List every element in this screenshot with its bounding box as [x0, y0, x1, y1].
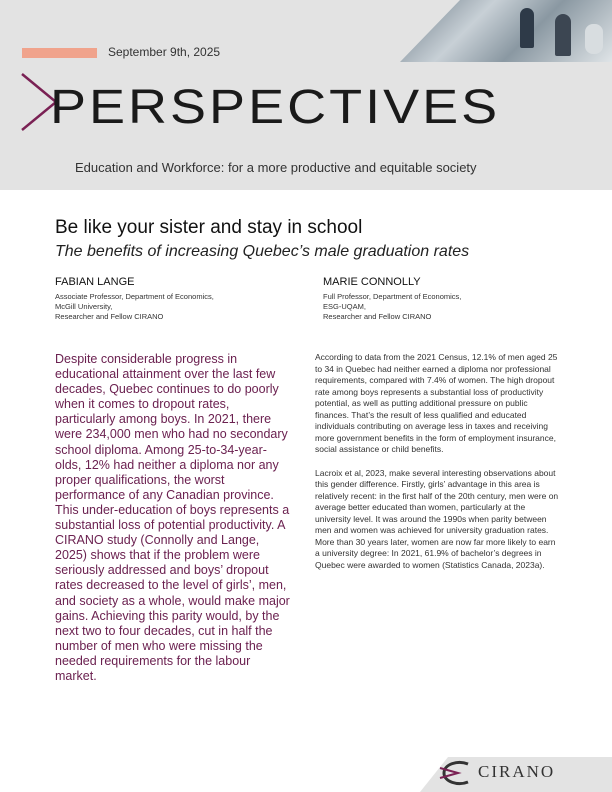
author-affiliation: Researcher and Fellow CIRANO — [55, 312, 164, 321]
publication-date: September 9th, 2025 — [108, 45, 221, 59]
body-paragraph: According to data from the 2021 Census, 12.1% of men aged 25 to 34 in Quebec had neither earned a diploma nor professional requirements, compared with 7.4% of women. The high dropout rate among boys represents a substantial loss of productivity potential, as well as putting additional pressure on public finances. That’s the result of less qualified and educated individuals contributing on average less in taxes and receiving more government benefits in the form of employment insurance, social assistance or child benefits. — [315, 352, 558, 454]
body-paragraph: Lacroix et al, 2023, make several interesting observations about this gender difference. Firstly, girls’ advantage in this area is relatively recent: in the first half of the 20th century, men were on average better educated than women, particularly at the university level. It was around the 1990s when parity between men and women was achieved for university graduation rates. More than 30 years later, women are now far more likely to earn a university degree: In 2021, 61.9% of bachelor’s degrees in Quebec were awarded to women (Statistics Canada, 2023a). — [315, 467, 559, 570]
author-name: FABIAN LANGE — [55, 276, 135, 288]
article-subtitle: The benefits of increasing Quebec’s male graduation rates — [55, 243, 470, 260]
author-affiliation: Full Professor, Department of Economics, — [323, 292, 462, 301]
publication-title: PERSPECTIVES — [50, 80, 501, 134]
author-affiliation: McGill University, — [55, 302, 113, 311]
photo-figure — [555, 14, 571, 56]
photo-figure — [585, 24, 603, 54]
author-block — [323, 276, 461, 322]
author-affiliation: Researcher and Fellow CIRANO — [323, 312, 432, 321]
cirano-logo-icon — [438, 760, 474, 786]
cirano-logo-text: CIRANO — [478, 762, 556, 781]
accent-bar — [22, 48, 97, 58]
author-block — [55, 276, 214, 322]
body-column — [315, 352, 560, 571]
article-title: Be like your sister and stay in school — [55, 217, 363, 238]
author-affiliation: Associate Professor, Department of Economics, — [55, 292, 214, 301]
publication-subtitle: Education and Workforce: for a more productive and equitable society — [75, 160, 477, 175]
lead-paragraph: Despite considerable progress in educational attainment over the last few decades, Quebec continues to do poorly when it comes to dropout rates, particularly among boys. In 2021, there were 234,000 men who had no secondary school diploma. Among 25-to-34-year-olds, 12% had neither a diploma nor any proper qualifications, the worst performance of any Canadian province. This under-education of boys represents a substantial loss of potential productivity. A CIRANO study (Connolly and Lange, 2025) shows that if the problem were seriously addressed and boys’ dropout rates decreased to the level of girls’, men, and society as a whole, would make major gains. Achieving this parity would, by the next two to four decades, cut in half the number of men who were missing the needed requirements for the labour market. — [55, 352, 290, 683]
author-name: MARIE CONNOLLY — [323, 276, 421, 288]
photo-figure — [520, 8, 534, 48]
author-affiliation: ESG-UQAM, — [323, 302, 366, 311]
